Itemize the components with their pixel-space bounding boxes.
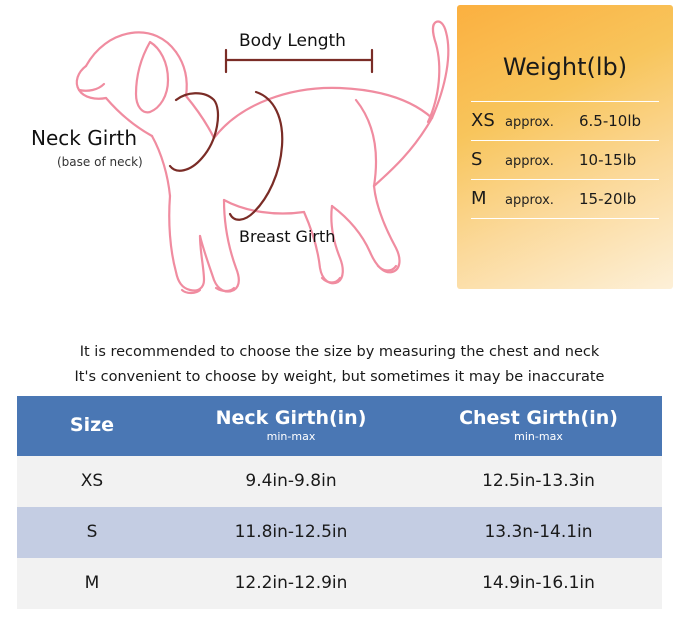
weight-row-value: 6.5-10lb (579, 112, 642, 130)
cell-neck-girth: 11.8in-12.5in (167, 507, 415, 558)
label-neck-girth: Neck Girth (31, 126, 137, 150)
size-chart-table (17, 396, 662, 609)
cell-size: S (17, 507, 167, 558)
weight-panel-title: Weight(lb) (502, 53, 628, 81)
column-header-chest-girth-sub: min-max (514, 430, 563, 443)
label-body-length: Body Length (239, 31, 346, 51)
cell-size: M (17, 558, 167, 609)
recommendation-line-2: It's convenient to choose by weight, but sometimes it may be inaccurate (74, 369, 605, 385)
recommendation-text (0, 340, 679, 390)
cell-chest-girth: 14.9in-16.1in (415, 558, 662, 609)
size-chart-body (17, 456, 662, 609)
weight-row-size: M (471, 188, 487, 209)
cell-neck-girth: 9.4in-9.8in (167, 456, 415, 507)
table-header-row (17, 396, 662, 456)
weight-row-approx: approx. (505, 154, 554, 169)
cell-size: XS (17, 456, 167, 507)
weight-row (471, 179, 659, 219)
weight-row-approx: approx. (505, 193, 554, 208)
column-header-chest-girth (415, 396, 662, 456)
recommendation-line-1: It is recommended to choose the size by measuring the chest and neck (79, 344, 600, 360)
cell-chest-girth: 13.3n-14.1in (415, 507, 662, 558)
column-header-neck-girth (167, 396, 415, 456)
column-header-size-main: Size (69, 414, 115, 436)
column-header-neck-girth-sub: min-max (266, 430, 316, 443)
weight-row-size: S (471, 149, 483, 170)
cell-neck-girth: 12.2in-12.9in (167, 558, 415, 609)
column-header-neck-girth-main: Neck Girth(in) (215, 407, 367, 429)
table-row (17, 507, 662, 558)
weight-panel (457, 5, 673, 289)
table-row (17, 456, 662, 507)
cell-chest-girth: 12.5in-13.3in (415, 456, 662, 507)
weight-row (471, 101, 659, 140)
table-row (17, 558, 662, 609)
label-neck-girth-sub: (base of neck) (57, 155, 143, 169)
weight-row-size: XS (471, 110, 495, 131)
weight-row-approx: approx. (505, 115, 554, 130)
column-header-size (17, 396, 167, 456)
weight-row-value: 15-20lb (579, 190, 637, 208)
size-chart-head (17, 396, 662, 456)
label-breast-girth: Breast Girth (239, 227, 336, 246)
weight-rows (457, 101, 673, 219)
weight-row (471, 140, 659, 179)
weight-row-value: 10-15lb (579, 151, 637, 169)
column-header-chest-girth-main: Chest Girth(in) (459, 407, 618, 429)
